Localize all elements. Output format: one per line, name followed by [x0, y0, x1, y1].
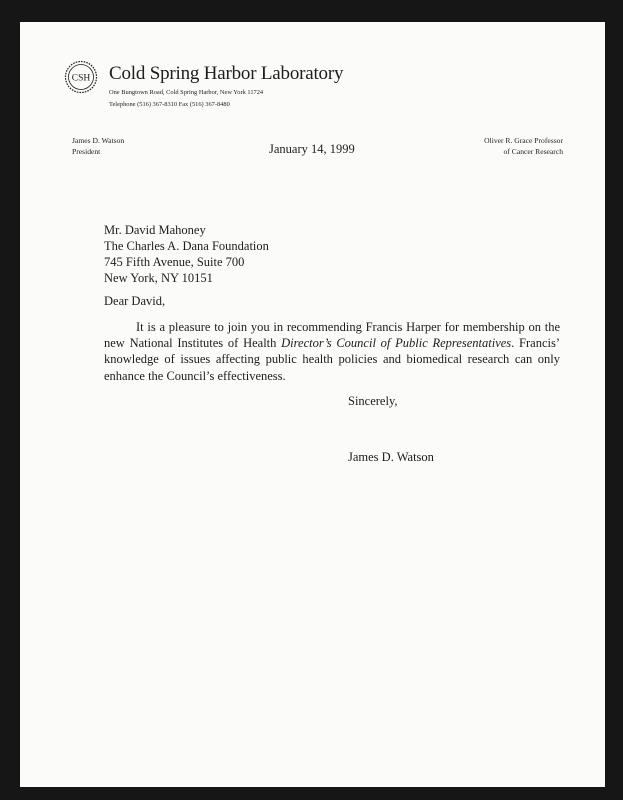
professorship-line-1: Oliver R. Grace Professor: [484, 136, 563, 145]
logo-lettering: CSH: [71, 73, 91, 84]
sender-title: President: [72, 147, 101, 156]
salutation: Dear David,: [104, 294, 166, 308]
letterhead-phone: Telephone (516) 367-8310 Fax (516) 367-8480: [109, 101, 230, 108]
closing: Sincerely,: [348, 394, 398, 408]
body-part-2: . Francis’ knowledge of issues affecting public health policies and biomedical research can only enhance the Council’s effectiveness.: [104, 336, 560, 383]
organization-name: Cold Spring Harbor Laboratory: [109, 63, 344, 84]
professorship-block: [484, 135, 563, 157]
body-part-1: It is a pleasure to join you in recommending Francis Harper for membership on the new National Institutes of Health: [104, 320, 560, 351]
letterhead-address: One Bungtown Road, Cold Spring Harbor, New York 11724: [109, 89, 264, 96]
letter-body: [104, 319, 560, 384]
recipient-name: Mr. David Mahoney: [104, 223, 206, 237]
recipient-organization: The Charles A. Dana Foundation: [104, 239, 269, 253]
letter-date: January 14, 1999: [269, 142, 355, 156]
sender-block: [72, 135, 124, 157]
signature-name: James D. Watson: [348, 450, 434, 464]
letter-page: [20, 22, 605, 787]
recipient-city: New York, NY 10151: [104, 271, 213, 285]
sender-name: James D. Watson: [72, 136, 125, 145]
csh-logo-icon: [64, 60, 98, 94]
recipient-street: 745 Fifth Avenue, Suite 700: [104, 255, 245, 269]
recipient-address: [104, 222, 269, 286]
council-name: Director’s Council of Public Representatives: [281, 336, 512, 351]
professorship-line-2: of Cancer Research: [503, 147, 563, 156]
